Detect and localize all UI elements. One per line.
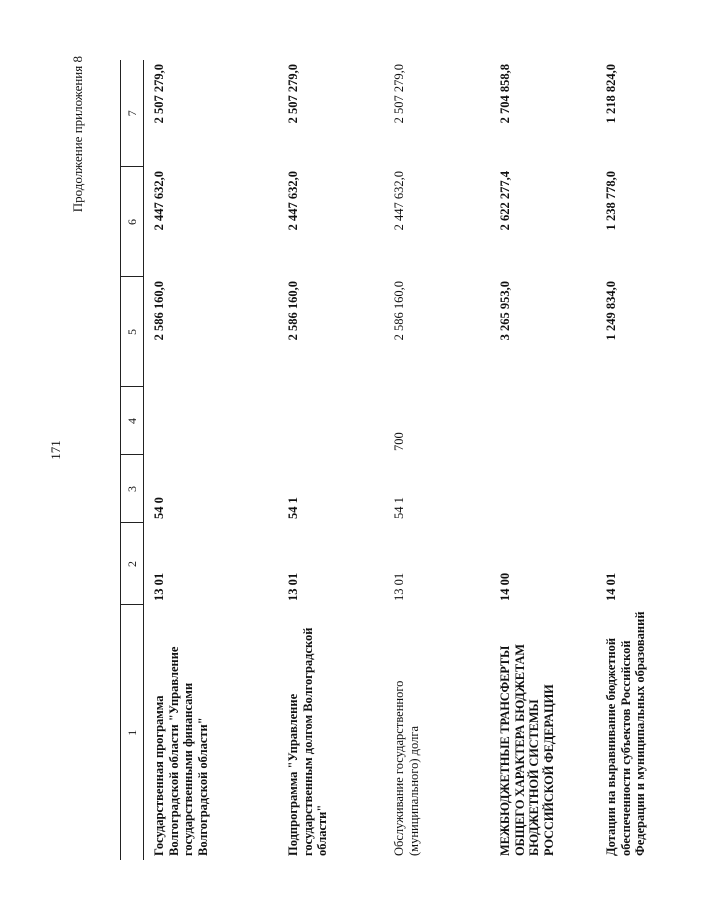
row-target xyxy=(596,455,702,523)
table-row xyxy=(384,60,490,860)
row-name: Дотации на выравнивание бюджетной обеспеченности субъектов Российской Федерации и муниципальных образований xyxy=(604,611,647,856)
row-target: 54 0 xyxy=(152,497,166,519)
table-row xyxy=(278,60,384,860)
row-expense-type xyxy=(278,387,384,455)
table-row xyxy=(490,60,596,860)
budget-table xyxy=(120,60,702,860)
table-row xyxy=(144,60,279,860)
row-value-7: 2 704 858,8 xyxy=(498,64,512,124)
row-section: 13 01 xyxy=(286,572,300,601)
row-name: Обслуживание государственного (муниципального) долга xyxy=(392,680,421,856)
header-col-4: 4 xyxy=(121,387,144,455)
continuation-label: Продолжение приложения 8 xyxy=(70,56,85,213)
header-col-5: 5 xyxy=(121,277,144,387)
row-value-5: 2 586 160,0 xyxy=(152,281,166,341)
row-value-7: 2 507 279,0 xyxy=(392,64,406,124)
header-col-2: 2 xyxy=(121,523,144,605)
page-number: 171 xyxy=(48,440,63,460)
row-name: МЕЖБЮДЖЕТНЫЕ ТРАНСФЕРТЫ ОБЩЕГО ХАРАКТЕРА БЮДЖЕТАМ БЮДЖЕТНОЙ СИСТЕМЫ РОССИЙСКОЙ ФЕДЕРАЦИИ xyxy=(498,644,556,856)
header-col-7: 7 xyxy=(121,60,144,167)
row-target: 54 1 xyxy=(286,497,300,519)
row-value-6: 2 447 632,0 xyxy=(286,171,300,231)
row-value-6: 2 622 277,4 xyxy=(498,171,512,231)
row-section: 13 01 xyxy=(392,572,406,601)
row-value-5: 1 249 834,0 xyxy=(604,281,618,341)
row-value-5: 3 265 953,0 xyxy=(498,281,512,341)
row-expense-type xyxy=(490,387,596,455)
row-name: Подпрограмма "Управление государственным долгом Волгоградской области" xyxy=(286,627,329,856)
row-value-5: 2 586 160,0 xyxy=(392,281,406,341)
row-name: Государственная программа Волгоградской области "Управление государственными финансами Волгоградской области" xyxy=(152,646,210,856)
header-col-1: 1 xyxy=(121,605,144,860)
table-header-row xyxy=(121,60,144,860)
row-expense-type: 700 xyxy=(392,432,406,451)
row-section: 13 01 xyxy=(152,572,166,601)
row-target: 54 1 xyxy=(392,497,406,519)
row-target xyxy=(490,455,596,523)
row-value-5: 2 586 160,0 xyxy=(286,281,300,341)
table-row xyxy=(596,60,702,860)
row-value-7: 2 507 279,0 xyxy=(286,64,300,124)
row-section: 14 01 xyxy=(604,572,618,601)
row-value-7: 2 507 279,0 xyxy=(152,64,166,124)
header-col-3: 3 xyxy=(121,455,144,523)
rotated-sheet xyxy=(70,40,680,860)
row-expense-type xyxy=(144,387,279,455)
row-value-6: 2 447 632,0 xyxy=(152,171,166,231)
row-value-6: 1 238 778,0 xyxy=(604,171,618,231)
row-section: 14 00 xyxy=(498,572,512,601)
row-value-7: 1 218 824,0 xyxy=(604,64,618,124)
row-value-6: 2 447 632,0 xyxy=(392,171,406,231)
row-expense-type xyxy=(596,387,702,455)
header-col-6: 6 xyxy=(121,167,144,277)
